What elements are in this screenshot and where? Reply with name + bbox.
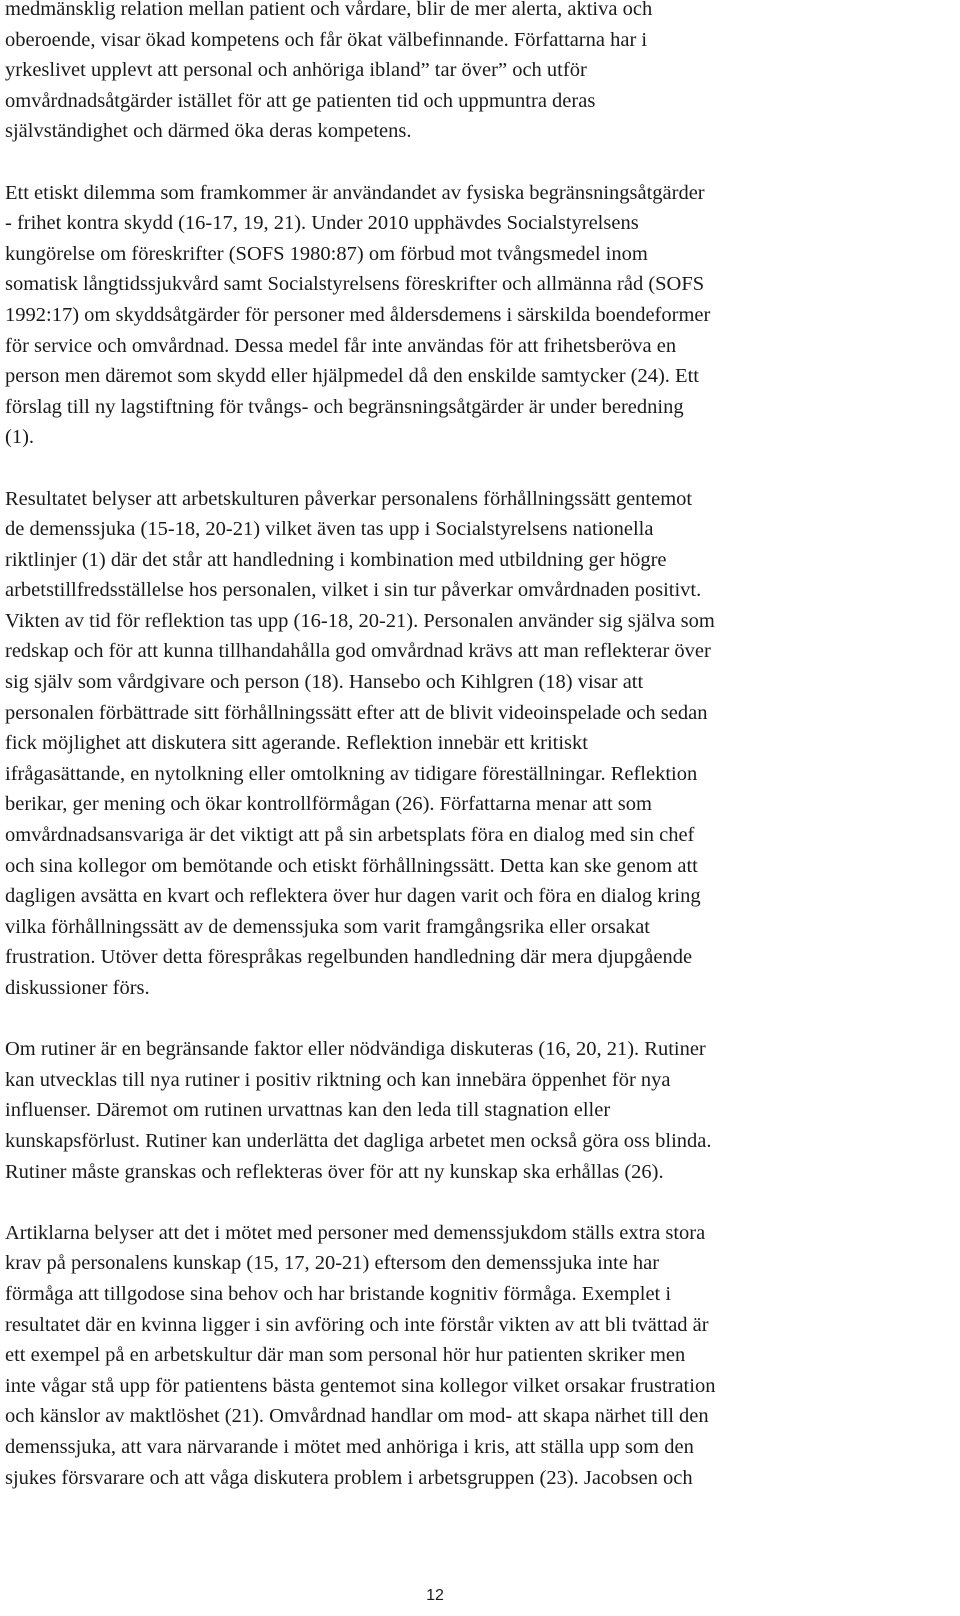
text-line: kunskapsförlust. Rutiner kan underlätta det dagliga arbetet men också göra oss blinda. — [5, 1129, 712, 1152]
text-line: berikar, ger mening och ökar kontrollförmågan (26). Författarna menar att som — [5, 793, 652, 816]
text-line: inte vågar stå upp för patientens bästa gentemot sina kollegor vilket orsakar frustration — [5, 1374, 716, 1397]
text-line: influenser. Däremot om rutinen urvattnas kan den leda till stagnation eller — [5, 1099, 611, 1122]
text-line: diskussioner förs. — [5, 977, 150, 999]
text-line: redskap och för att kunna tillhandahålla god omvårdnad krävs att man reflekterar över — [5, 640, 711, 663]
text-line: personalen förbättrade sitt förhållningssätt efter att de blivit videoinspelade och sedan — [5, 701, 708, 724]
text-line: riktlinjer (1) där det står att handledning i kombination med utbildning ger högre — [5, 548, 667, 571]
text-line: person men däremot som skydd eller hjälpmedel då den enskilde samtycker (24). Ett — [5, 365, 699, 388]
text-line: förslag till ny lagstiftning för tvångs- och begränsningsåtgärder är under beredning — [5, 395, 684, 418]
paragraph — [5, 1034, 955, 1187]
text-line: Om rutiner är en begränsande faktor eller nödvändiga diskuteras (16, 20, 21). Rutiner — [5, 1038, 706, 1061]
text-line: dagligen avsätta en kvart och reflektera över hur dagen varit och föra en dialog kring — [5, 885, 701, 908]
text-line: de demenssjuka (15-18, 20-21) vilket även tas upp i Socialstyrelsens nationella — [5, 518, 654, 541]
paragraph — [5, 178, 955, 453]
text-line: Ett etiskt dilemma som framkommer är användandet av fysiska begränsningsåtgärder — [5, 181, 705, 204]
text-line: Artiklarna belyser att det i mötet med personer med demenssjukdom ställs extra stora — [5, 1221, 706, 1244]
text-line: ett exempel på en arbetskultur där man som personal hör hur patienten skriker men — [5, 1344, 686, 1367]
text-line: och sina kollegor om bemötande och etiskt förhållningssätt. Detta kan ske genom att — [5, 854, 698, 877]
text-line: medmänsklig relation mellan patient och vårdare, blir de mer alerta, aktiva och — [5, 0, 653, 20]
text-line: sjukes försvarare och att våga diskutera problem i arbetsgruppen (23). Jacobsen och — [5, 1466, 693, 1489]
text-line: fick möjlighet att diskutera sitt agerande. Reflektion innebär ett kritiskt — [5, 732, 588, 755]
paragraph — [5, 484, 955, 1004]
text-line: oberoende, visar ökad kompetens och får ökat välbefinnande. Författarna har i — [5, 28, 648, 51]
page-number: 12 — [426, 1587, 444, 1604]
text-line: omvårdnadsåtgärder istället för att ge patienten tid och uppmuntra deras — [5, 89, 596, 112]
text-line: vilka förhållningssätt av de demenssjuka som varit framgångsrika eller orsakat — [5, 915, 650, 938]
text-line: kungörelse om föreskrifter (SOFS 1980:87) om förbud mot tvångsmedel inom — [5, 242, 648, 265]
text-line: (1). — [5, 426, 35, 449]
text-line: Vikten av tid för reflektion tas upp (16-18, 20-21). Personalen använder sig själva som — [5, 609, 715, 632]
text-line: omvårdnadsansvariga är det viktigt att på sin arbetsplats föra en dialog med sin chef — [5, 824, 695, 847]
text-line: självständighet och därmed öka deras kompetens. — [5, 120, 412, 143]
text-line: demenssjuka, att vara närvarande i mötet med anhöriga i kris, att ställa upp som den — [5, 1435, 694, 1458]
text-line: för service och omvårdnad. Dessa medel får inte användas för att frihetsberöva en — [5, 334, 677, 357]
paragraph — [5, 1218, 955, 1493]
text-line: resultatet där en kvinna ligger i sin avföring och inte förstår vikten av att bli tvättad är — [5, 1313, 709, 1336]
text-line: arbetstillfredsställelse hos personalen, vilket i sin tur påverkar omvårdnaden positivt. — [5, 579, 702, 602]
text-line: yrkeslivet upplevt att personal och anhöriga ibland” tar över” och utför — [5, 59, 587, 82]
text-line: ifrågasättande, en nytolkning eller omtolkning av tidigare föreställningar. Reflektion — [5, 762, 698, 785]
text-line: och känslor av maktlöshet (21). Omvårdnad handlar om mod- att skapa närhet till den — [5, 1405, 709, 1428]
text-line: somatisk långtidssjukvård samt Socialstyrelsens föreskrifter och allmänna råd (SOFS — [5, 273, 705, 296]
text-line: krav på personalens kunskap (15, 17, 20-21) eftersom den demenssjuka inte har — [5, 1252, 660, 1275]
text-line: sig själv som vårdgivare och person (18). Hansebo och Kihlgren (18) visar att — [5, 671, 644, 694]
document-page — [5, 0, 955, 1524]
text-line: - frihet kontra skydd (16-17, 19, 21). Under 2010 upphävdes Socialstyrelsens — [5, 212, 639, 235]
text-line: 1992:17) om skyddsåtgärder för personer med åldersdemens i särskilda boendeformer — [5, 303, 711, 326]
text-line: Rutiner måste granskas och reflekteras över för att ny kunskap ska erhållas (26). — [5, 1160, 664, 1183]
text-line: kan utvecklas till nya rutiner i positiv riktning och kan innebära öppenhet för nya — [5, 1068, 671, 1091]
paragraph — [5, 0, 955, 147]
text-line: frustration. Utöver detta förespråkas regelbunden handledning där mera djupgående — [5, 946, 693, 969]
text-line: förmåga att tillgodose sina behov och har bristande kognitiv förmåga. Exemplet i — [5, 1282, 672, 1305]
text-line: Resultatet belyser att arbetskulturen påverkar personalens förhållningssätt gentemot — [5, 487, 693, 510]
